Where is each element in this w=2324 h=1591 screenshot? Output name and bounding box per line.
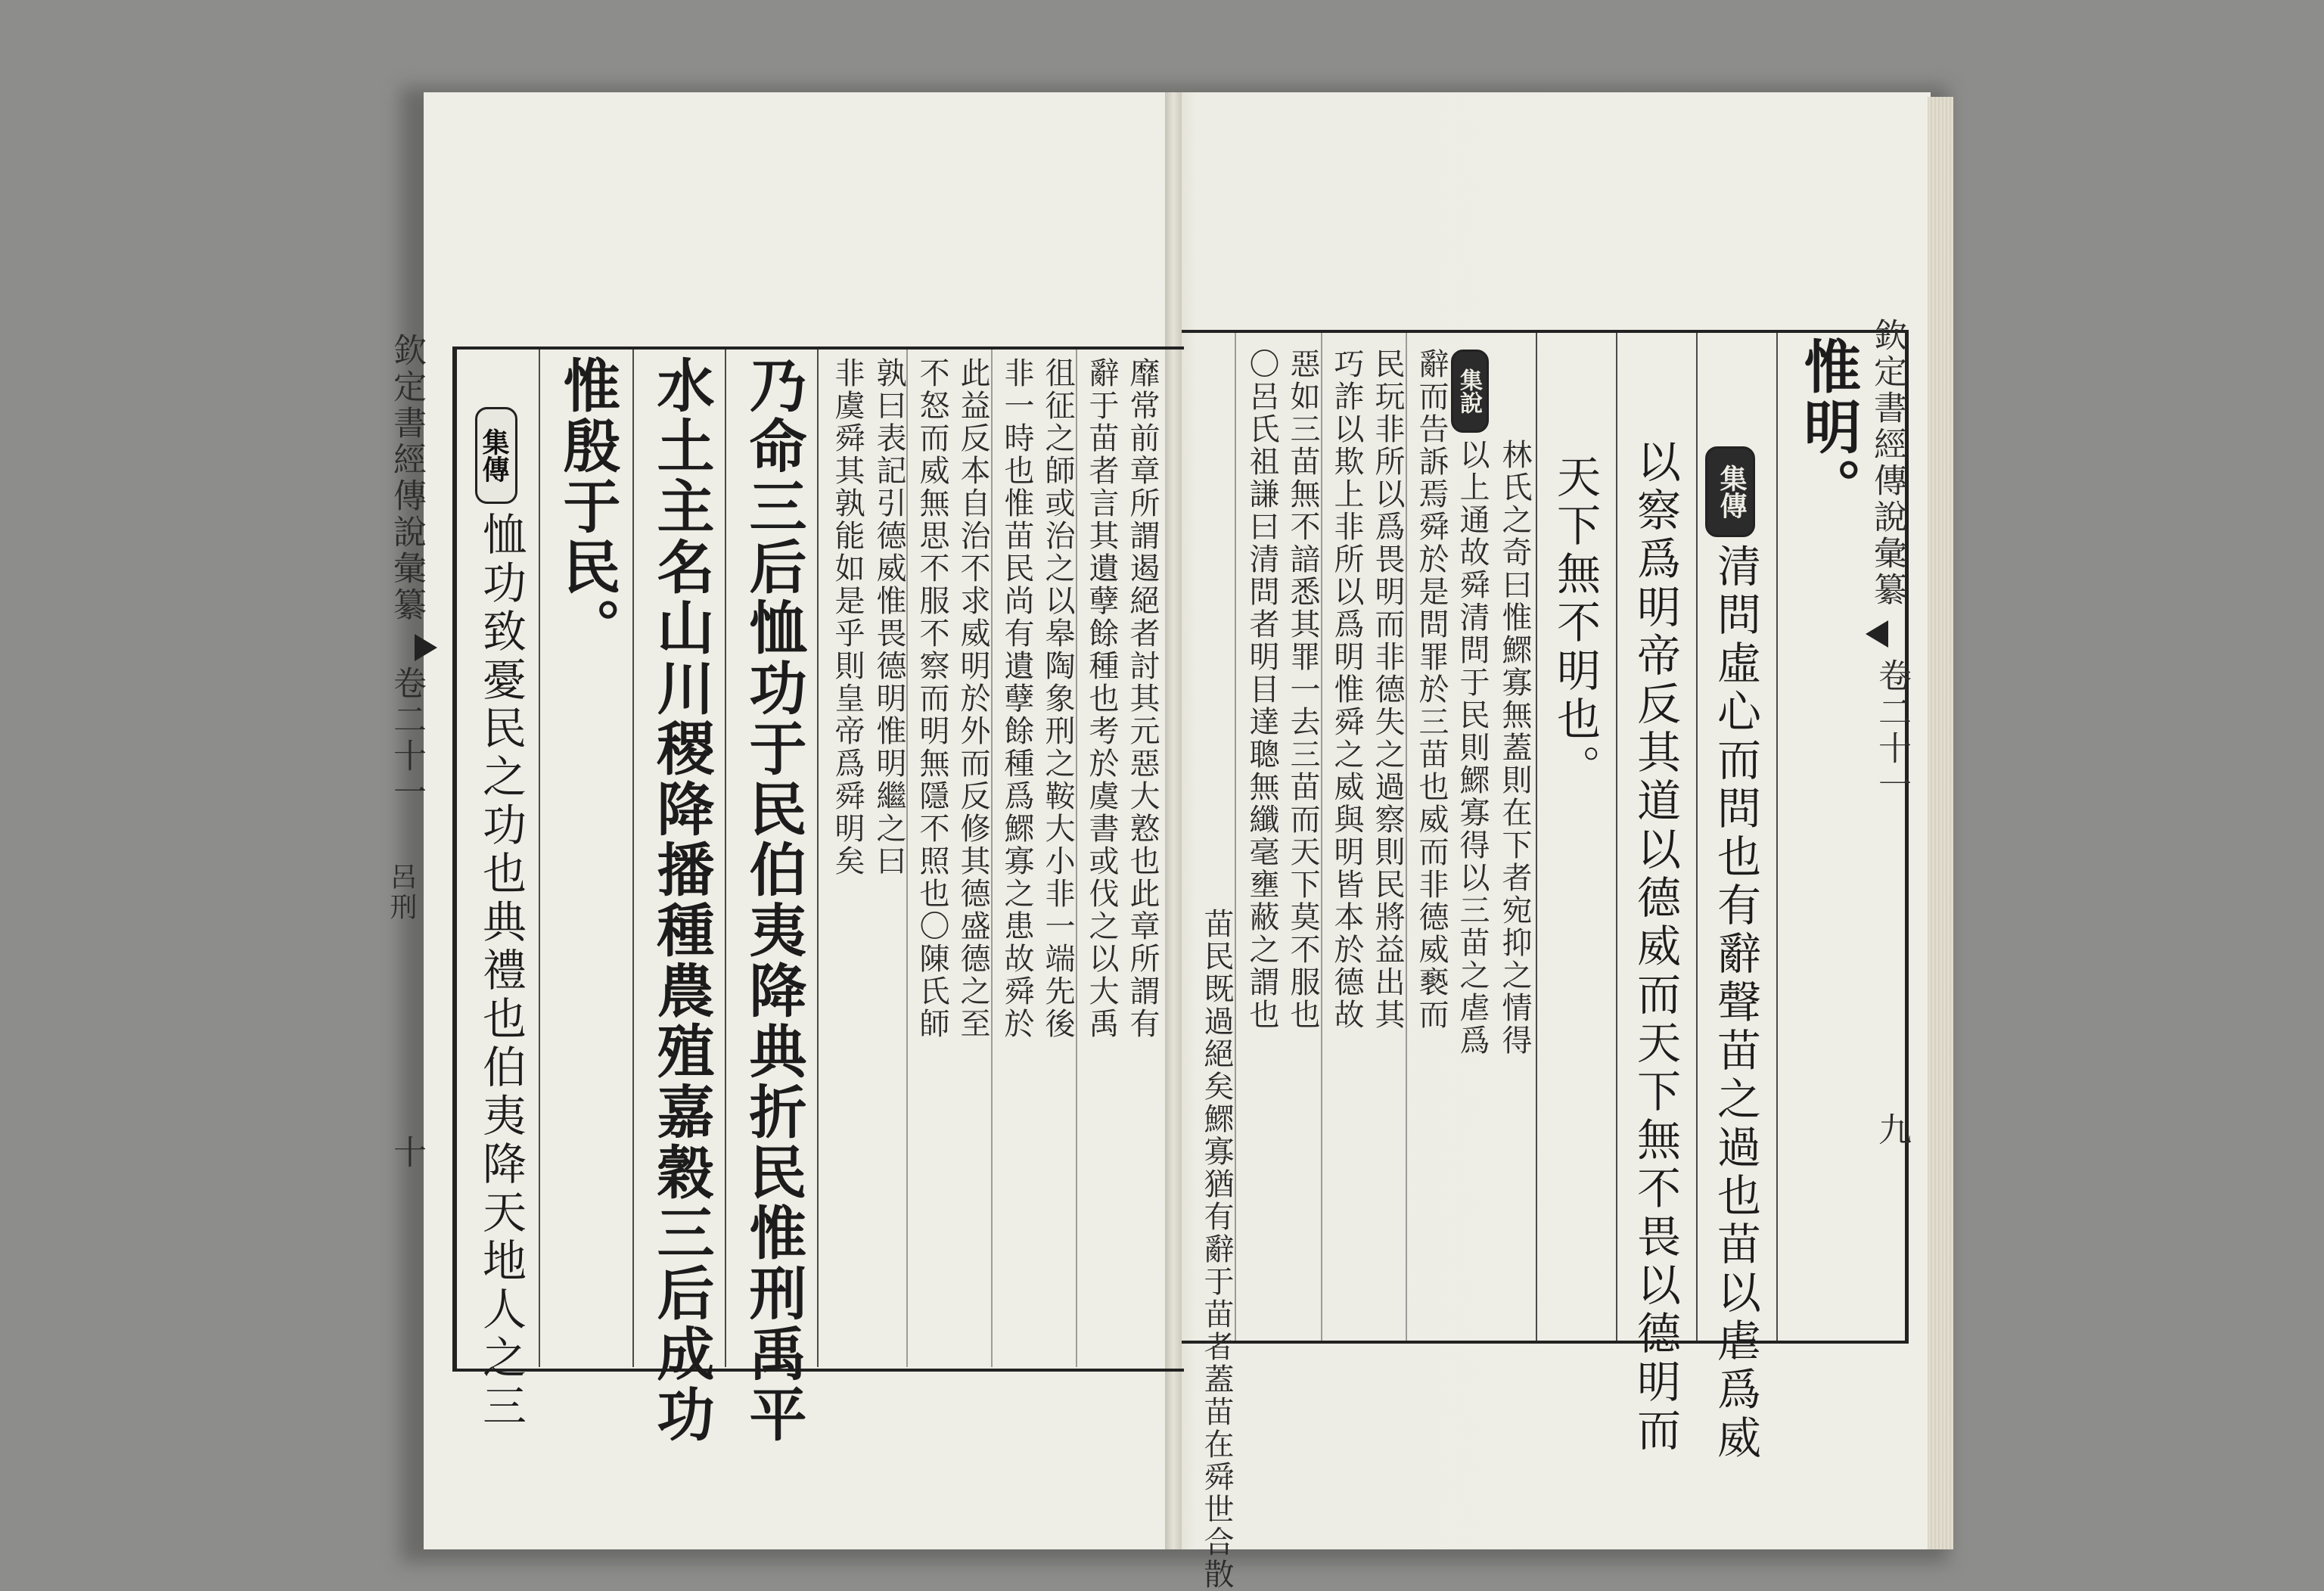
left-small-col-7: 辭于苗者言其遺孽餘種也考於虞書或伐之以大禹 (1084, 357, 1119, 1040)
left-small-col-2: 孰曰表記引德威惟畏德明惟明繼之曰 (872, 357, 906, 878)
right-jizhuan-badge: 集傳 (1705, 446, 1755, 537)
right-main-col-1: 惟明。 (1794, 337, 1862, 518)
left-main-col-3: 乃命三后恤功于民伯夷降典折民惟刑禹平 (740, 356, 807, 1445)
right-small-col-8: 苗民既過絕矣鰥寡猶有辭于苗者蓋苗在舜世合散 (1199, 908, 1234, 1591)
left-col-rule (725, 350, 726, 1367)
right-margin-volume: 卷二十一 (1872, 658, 1911, 803)
left-small-col-4: 此益反本自治不求威明於外而反修其德盛德之至 (955, 357, 990, 1040)
right-margin-title: 欽定書經傳說彙纂 (1868, 318, 1906, 608)
left-margin-title: 欽定書經傳說彙纂 (387, 333, 426, 623)
left-margin-chapter: 呂刑 (386, 862, 417, 923)
right-col-rule (1776, 333, 1778, 1341)
left-small-col-1: 非虞舜其孰能如是乎則皇帝爲舜明矣 (830, 357, 865, 878)
left-col-rule (906, 350, 908, 1367)
left-col-rule (632, 350, 634, 1367)
left-main-col-2: 水土主名山川稷降播種農殖嘉穀三后成功 (648, 356, 715, 1445)
left-fishtail-mark (415, 634, 437, 661)
left-col-rule (539, 350, 540, 1367)
page-edge (1928, 97, 1953, 1549)
right-main-col-3: 以察爲明帝反其道以德威而天下無不畏以德明而 (1630, 439, 1681, 1456)
left-margin-rule (452, 346, 455, 1372)
right-small-col-6: 惡如三苗無不諳悉其罪一去三苗而天下莫不服也 (1285, 348, 1320, 1031)
right-col-rule (1616, 333, 1617, 1341)
right-main-col-2: 清問虛心而問也有辭聲苗之過也苗以虐爲威 (1710, 543, 1761, 1463)
left-small-col-3: 不怒而威無思不服不察而明無隱不照也〇陳氏師 (915, 357, 949, 1040)
right-col-rule (1321, 333, 1322, 1341)
right-small-col-7: 〇呂氏祖謙曰清問者明目達聰無纖毫壅蔽之謂也 (1244, 348, 1279, 1031)
left-small-col-6: 徂征之師或治之以皋陶象刑之鞍大小非一端先後 (1040, 357, 1075, 1040)
right-small-col-2: 以上通故舜清問于民則鰥寡得以三苗之虐爲 (1455, 439, 1490, 1057)
left-margin-page: 十 (387, 1135, 426, 1171)
right-small-col-5: 巧詐以欺上非所以爲明惟舜之威與明皆本於德故 (1329, 348, 1364, 1031)
left-main-col-1: 惟殷于民。 (554, 356, 621, 658)
left-col-rule (817, 350, 819, 1367)
right-fishtail-mark (1866, 620, 1888, 648)
left-commentary-col-1: 恤功致憂民之功也典禮也伯夷降天地人之三 (475, 511, 527, 1431)
right-main-col-4: 天下無不明也。 (1549, 454, 1601, 793)
right-small-col-4: 民玩非所以爲畏明而非德失之過察則民將益出其 (1370, 348, 1405, 1031)
right-col-rule (1696, 333, 1698, 1341)
right-col-rule (1536, 333, 1537, 1341)
left-small-col-5: 非一時也惟苗民尚有遺孽餘種爲鰥寡之患故舜於 (999, 357, 1034, 1040)
left-small-col-8: 靡常前章所謂遏絕者討其元惡大憝也此章所謂有 (1125, 357, 1160, 1040)
right-small-col-3: 辭而告訴焉舜於是問罪於三苗也威而非德威褻而 (1414, 348, 1449, 1031)
left-jizhuan-badge: 集傳 (475, 407, 517, 504)
left-margin-volume: 卷二十一 (387, 666, 426, 811)
left-col-rule (1076, 350, 1077, 1367)
right-jishuo-badge: 集說 (1451, 350, 1489, 433)
right-col-rule (1406, 333, 1407, 1341)
right-small-col-1: 林氏之奇曰惟鰥寡無蓋則在下者宛抑之情得 (1497, 439, 1532, 1057)
right-col-rule (1235, 333, 1236, 1341)
left-col-rule (991, 350, 993, 1367)
right-margin-page: 九 (1872, 1112, 1911, 1148)
